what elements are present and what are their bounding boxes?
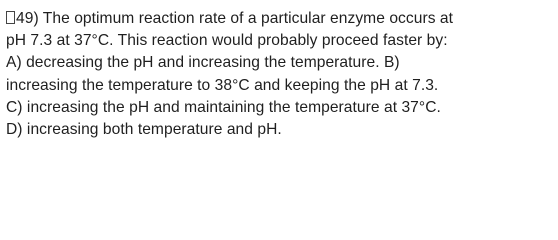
missing-glyph-icon: [6, 11, 15, 24]
question-line-4: increasing the temperature to 38°C and keeping the pH at 7.3.: [6, 76, 439, 94]
question-line-2: pH 7.3 at 37°C. This reaction would probably proceed faster by:: [6, 32, 448, 50]
question-line-5: C) increasing the pH and maintaining the temperature at 37°C.: [6, 98, 441, 116]
question-line-1: [6, 8, 554, 30]
question-line-3: A) decreasing the pH and increasing the temperature. B): [6, 54, 400, 72]
question-line-1-text: 49) The optimum reaction rate of a particular enzyme occurs at: [16, 10, 454, 27]
question-text-block: [6, 8, 554, 141]
question-line-6: D) increasing both temperature and pH.: [6, 121, 282, 139]
